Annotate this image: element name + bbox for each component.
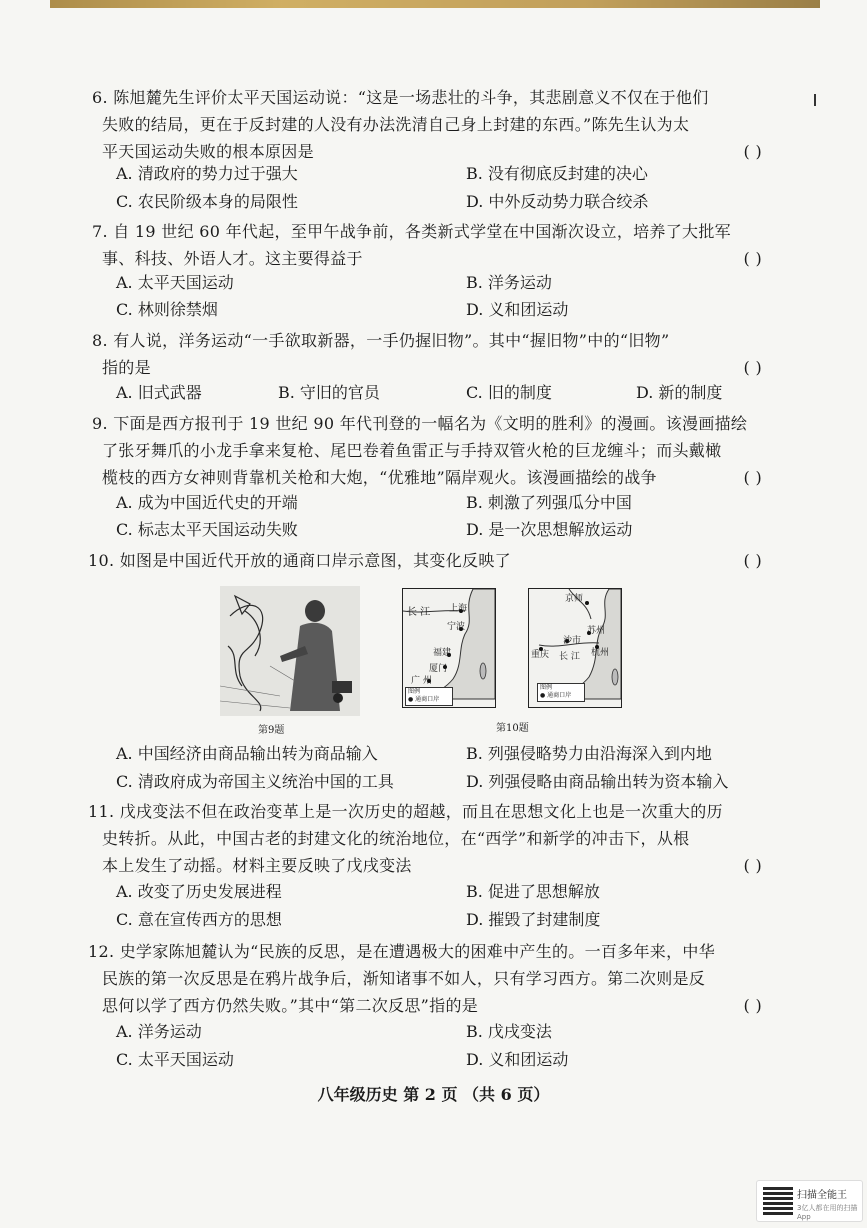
q9-answer-blank[interactable]: ( ) [743, 468, 762, 487]
q9-line1: 9. 下面是西方报刊于 19 世纪 90 年代刊登的一幅名为《文明的胜利》的漫画。该漫画描绘 [92, 414, 748, 433]
map2-label-chongqing: 重庆 [531, 650, 550, 660]
map1-legend [405, 687, 453, 706]
q6-option-a[interactable]: A. 清政府的势力过于强大 [116, 164, 298, 183]
map2-label-jingshi: 京师 [565, 594, 584, 604]
q9-line2: 了张牙舞爪的小龙手拿来复枪、尾巴卷着鱼雷正与手持双管火枪的巨龙缠斗；而头戴橄 [102, 441, 722, 460]
map1-label-guangzhou: 广 州 [411, 676, 432, 686]
map2-legend-item-text: 通商口岸 [547, 692, 572, 699]
qr-code-icon [763, 1185, 793, 1215]
map1-label-ningbo: 宁波 [447, 622, 466, 632]
q12-option-a[interactable]: A. 洋务运动 [116, 1022, 202, 1041]
q7-option-d[interactable]: D. 义和团运动 [466, 300, 569, 319]
q10-option-c[interactable]: C. 清政府成为帝国主义统治中国的工具 [116, 772, 394, 791]
question-7 [92, 218, 762, 272]
q8-line1: 8. 有人说，洋务运动“一手欲取新器，一手仍握旧物”。其中“握旧物”中的“旧物” [92, 331, 670, 350]
q9-cartoon-image [220, 586, 360, 716]
top-binding-strip [50, 0, 820, 8]
map2-legend-title: 图例 [540, 684, 553, 691]
q8-line2 [92, 354, 762, 381]
q8-option-d[interactable]: D. 新的制度 [636, 383, 723, 402]
q6-line3 [92, 138, 762, 165]
q12-line2: 民族的第一次反思是在鸦片战争后，渐知诸事不如人，只有学习西方。第二次则是反 [102, 969, 706, 988]
q8-option-b[interactable]: B. 守旧的官员 [278, 383, 380, 402]
q6-option-c[interactable]: C. 农民阶级本身的局限性 [116, 192, 298, 211]
q10-option-d[interactable]: D. 列强侵略由商品输出转为资本输入 [466, 772, 729, 791]
q12-line3-text: 思何以学了西方仍然失败。”其中“第二次反思”指的是 [102, 996, 479, 1015]
q7-line2 [92, 245, 762, 272]
map2-label-shashi: 沙市 [563, 636, 582, 646]
q10-line1 [88, 547, 762, 574]
q9-line3-text: 榄枝的西方女神则背靠机关枪和大炮，“优雅地”隔岸观火。该漫画描绘的战争 [102, 468, 657, 487]
q11-line3 [88, 852, 762, 879]
q10-option-a[interactable]: A. 中国经济由商品输出转为商品输入 [116, 744, 378, 763]
question-11 [88, 798, 762, 879]
scanner-subtitle: 3亿人都在用的扫描App [797, 1204, 858, 1221]
question-6 [92, 84, 762, 165]
q9-option-c[interactable]: C. 标志太平天国运动失败 [116, 520, 298, 539]
q7-option-a[interactable]: A. 太平天国运动 [116, 273, 234, 292]
q7-option-b[interactable]: B. 洋务运动 [466, 273, 552, 292]
q11-option-c[interactable]: C. 意在宣传西方的思想 [116, 910, 282, 929]
map1-legend-item-text: 通商口岸 [415, 696, 440, 703]
map2-legend-item: ● 通商口岸 [540, 692, 572, 699]
q11-line2: 史转折。从此，中国古老的封建文化的统治地位，在“西学”和新学的冲击下，从根 [102, 829, 690, 848]
q8-line2-text: 指的是 [102, 358, 151, 377]
q11-option-a[interactable]: A. 改变了历史发展进程 [116, 882, 282, 901]
q10-figure-caption: 第10题 [496, 723, 529, 734]
scanner-title: 扫描全能王 [797, 1190, 847, 1201]
scanner-watermark [756, 1180, 863, 1222]
q10-answer-blank[interactable]: ( ) [743, 551, 762, 570]
q6-option-b[interactable]: B. 没有彻底反封建的决心 [466, 164, 648, 183]
q7-option-c[interactable]: C. 林则徐禁烟 [116, 300, 218, 319]
q7-line1: 7. 自 19 世纪 60 年代起，至甲午战争前，各类新式学堂在中国渐次设立，培养了大批军 [92, 222, 731, 241]
q10-map-1 [402, 588, 496, 708]
q6-line1: 6. 陈旭麓先生评价太平天国运动说：“这是一场悲壮的斗争，其悲剧意义不仅在于他们 [92, 88, 709, 107]
q10-line1-text: 10. 如图是中国近代开放的通商口岸示意图，其变化反映了 [88, 551, 511, 570]
map1-label-fujian: 福建 [433, 648, 452, 658]
question-8 [92, 327, 762, 381]
q8-option-c[interactable]: C. 旧的制度 [466, 383, 552, 402]
q9-option-d[interactable]: D. 是一次思想解放运动 [466, 520, 633, 539]
map2-legend [537, 683, 585, 702]
question-12 [88, 938, 762, 1019]
q12-option-d[interactable]: D. 义和团运动 [466, 1050, 569, 1069]
map1-label-jiang: 长 江 [407, 607, 431, 618]
q12-line1: 12. 史学家陈旭麓认为“民族的反思，是在遭遇极大的困难中产生的。一百多年来，中华 [88, 942, 716, 961]
page-footer: 八年级历史 第 2 页 （共 6 页） [317, 1085, 550, 1104]
q12-option-c[interactable]: C. 太平天国运动 [116, 1050, 234, 1069]
q6-option-d[interactable]: D. 中外反动势力联合绞杀 [466, 192, 649, 211]
margin-mark [814, 94, 816, 106]
map2-label-hangzhou: 杭州 [591, 648, 610, 658]
map1-label-shanghai: 上海 [449, 604, 468, 614]
q11-option-b[interactable]: B. 促进了思想解放 [466, 882, 600, 901]
q9-option-a[interactable]: A. 成为中国近代史的开端 [116, 493, 298, 512]
map2-label-jiang: 长 江 [559, 652, 580, 662]
q12-option-b[interactable]: B. 戊戌变法 [466, 1022, 552, 1041]
q12-answer-blank[interactable]: ( ) [743, 996, 762, 1015]
q10-option-b[interactable]: B. 列强侵略势力由沿海深入到内地 [466, 744, 712, 763]
map1-legend-title: 图例 [408, 688, 421, 695]
q6-line3-text: 平天国运动失败的根本原因是 [102, 142, 314, 161]
q11-answer-blank[interactable]: ( ) [743, 856, 762, 875]
q9-line3 [92, 464, 762, 491]
map2-label-suzhou: 苏州 [587, 626, 606, 636]
q7-line2-text: 事、科技、外语人才。这主要得益于 [102, 249, 363, 268]
q6-answer-blank[interactable]: ( ) [743, 142, 762, 161]
question-9 [92, 410, 762, 491]
q9-option-b[interactable]: B. 刺激了列强瓜分中国 [466, 493, 632, 512]
q11-option-d[interactable]: D. 摧毁了封建制度 [466, 910, 601, 929]
q12-line3 [88, 992, 762, 1019]
q8-answer-blank[interactable]: ( ) [743, 358, 762, 377]
map1-legend-item: ● 通商口岸 [408, 696, 440, 703]
q6-line2: 失败的结局，更在于反封建的人没有办法洗清自己身上封建的东西。”陈先生认为太 [102, 115, 690, 134]
q11-line1: 11. 戊戌变法不但在政治变革上是一次历史的超越，而且在思想文化上也是一次重大的历 [88, 802, 723, 821]
q7-answer-blank[interactable]: ( ) [743, 249, 762, 268]
q11-line3-text: 本上发生了动摇。材料主要反映了戊戌变法 [102, 856, 412, 875]
q10-map-2 [528, 588, 622, 708]
map1-label-xiamen: 厦门 [429, 664, 448, 674]
q8-option-a[interactable]: A. 旧式武器 [116, 383, 202, 402]
question-10 [88, 547, 762, 574]
q9-figure-caption: 第9题 [258, 725, 285, 736]
